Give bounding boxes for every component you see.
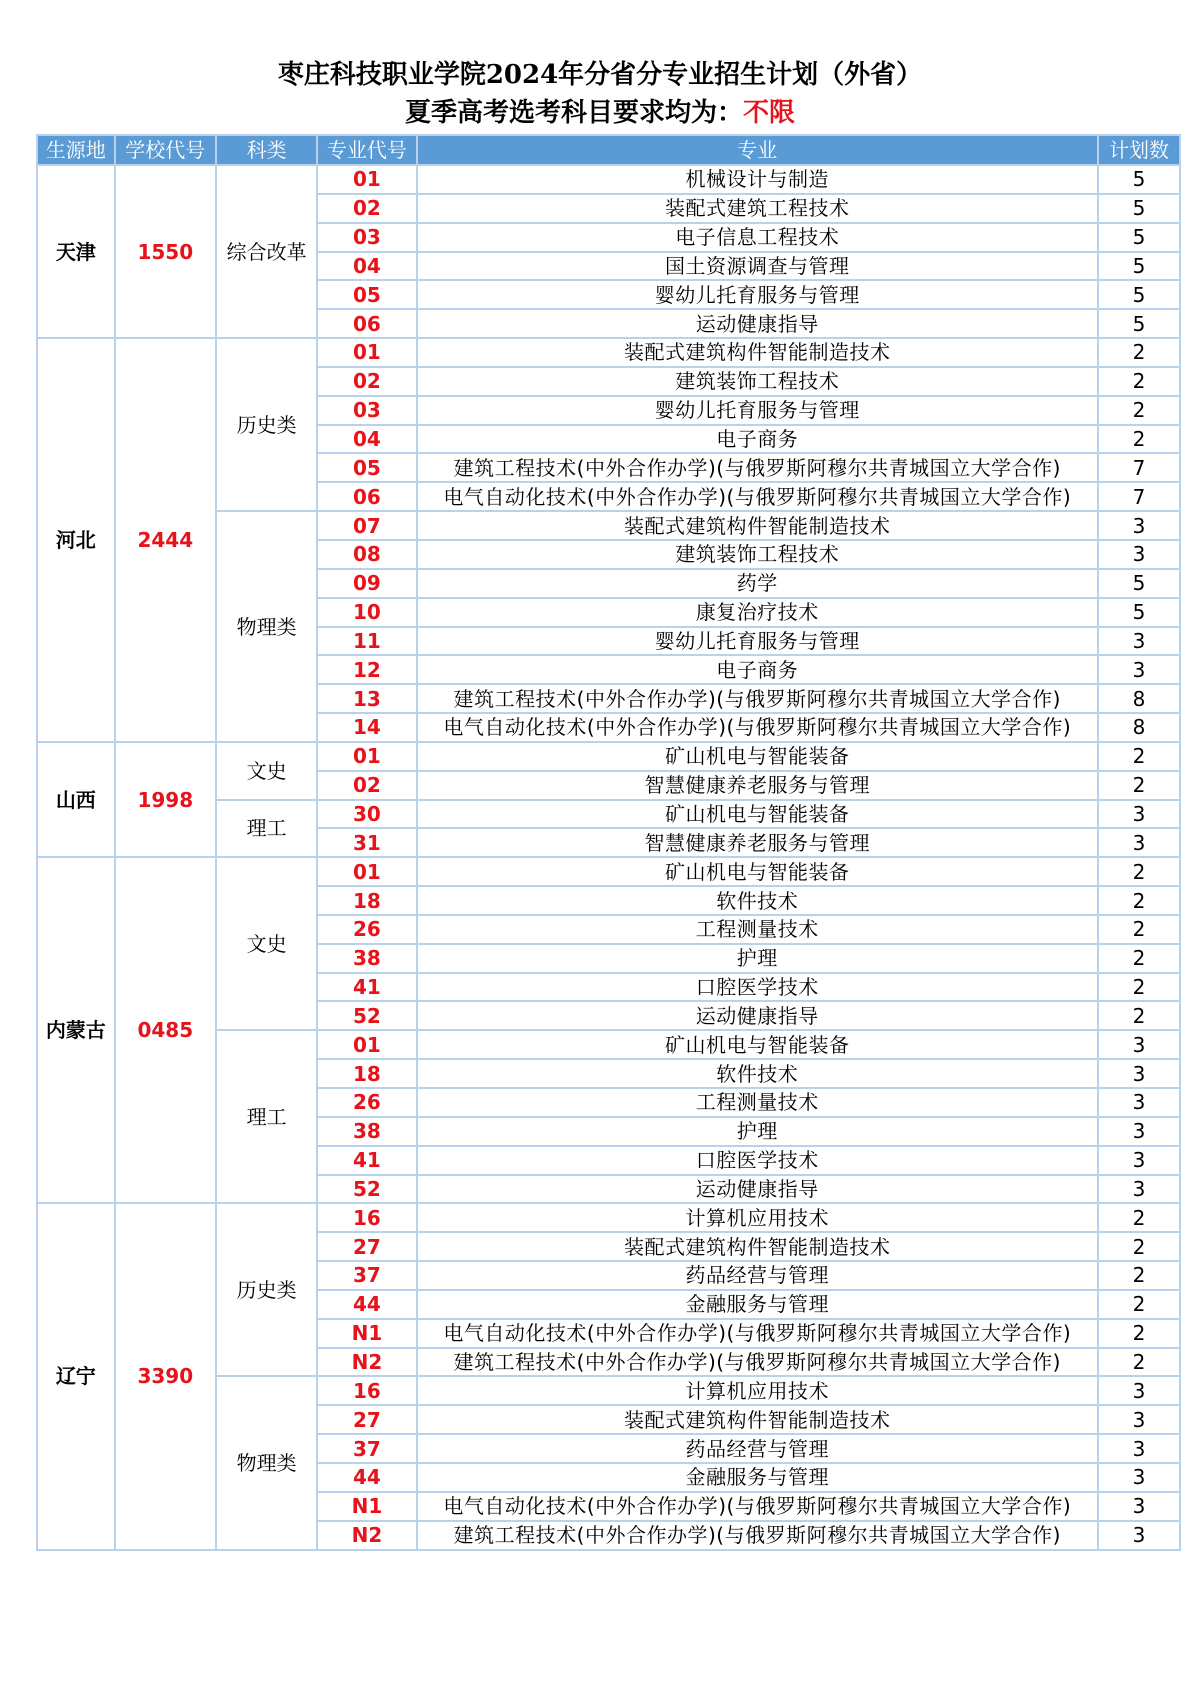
plan-count-cell: 2 (1098, 857, 1180, 886)
major-name-cell: 装配式建筑构件智能制造技术 (417, 338, 1098, 367)
plan-count-cell: 8 (1098, 713, 1180, 742)
province-cell: 辽宁 (37, 1203, 115, 1549)
major-code-cell: 04 (317, 425, 416, 454)
major-code-cell: 41 (317, 973, 416, 1002)
school-code-cell: 1998 (115, 742, 216, 857)
plan-count-cell: 3 (1098, 1492, 1180, 1521)
major-code-cell: 41 (317, 1146, 416, 1175)
major-name-cell: 建筑工程技术(中外合作办学)(与俄罗斯阿穆尔共青城国立大学合作) (417, 1521, 1098, 1550)
document-subtitle (0, 96, 1200, 130)
major-code-cell: 18 (317, 1059, 416, 1088)
major-code-cell: 03 (317, 223, 416, 252)
major-name-cell: 护理 (417, 1117, 1098, 1146)
category-cell: 理工 (216, 800, 317, 858)
major-code-cell: 01 (317, 742, 416, 771)
major-name-cell: 工程测量技术 (417, 915, 1098, 944)
major-name-cell: 运动健康指导 (417, 309, 1098, 338)
major-name-cell: 电气自动化技术(中外合作办学)(与俄罗斯阿穆尔共青城国立大学合作) (417, 1492, 1098, 1521)
major-code-cell: 04 (317, 252, 416, 281)
subtitle-prefix: 夏季高考选考科目要求均为： (404, 98, 743, 128)
major-name-cell: 电气自动化技术(中外合作办学)(与俄罗斯阿穆尔共青城国立大学合作) (417, 713, 1098, 742)
major-code-cell: N1 (317, 1492, 416, 1521)
plan-count-cell: 5 (1098, 223, 1180, 252)
major-name-cell: 计算机应用技术 (417, 1203, 1098, 1232)
plan-count-cell: 3 (1098, 1117, 1180, 1146)
subtitle-highlight: 不限 (743, 98, 796, 128)
category-cell: 文史 (216, 857, 317, 1030)
province-cell: 山西 (37, 742, 115, 857)
header-major-code: 专业代号 (317, 135, 416, 165)
major-name-cell: 工程测量技术 (417, 1088, 1098, 1117)
plan-count-cell: 2 (1098, 742, 1180, 771)
major-name-cell: 电气自动化技术(中外合作办学)(与俄罗斯阿穆尔共青城国立大学合作) (417, 482, 1098, 511)
major-code-cell: 06 (317, 482, 416, 511)
table-row (37, 165, 1180, 194)
major-code-cell: N2 (317, 1348, 416, 1377)
major-code-cell: 13 (317, 684, 416, 713)
major-name-cell: 软件技术 (417, 886, 1098, 915)
major-code-cell: 01 (317, 1030, 416, 1059)
major-name-cell: 电子商务 (417, 425, 1098, 454)
table-row (37, 1203, 1180, 1232)
plan-count-cell: 8 (1098, 684, 1180, 713)
major-code-cell: 01 (317, 857, 416, 886)
category-cell: 物理类 (216, 511, 317, 742)
major-name-cell: 口腔医学技术 (417, 1146, 1098, 1175)
major-code-cell: 31 (317, 828, 416, 857)
plan-count-cell: 3 (1098, 540, 1180, 569)
major-code-cell: 14 (317, 713, 416, 742)
plan-count-cell: 5 (1098, 252, 1180, 281)
plan-count-cell: 2 (1098, 396, 1180, 425)
plan-count-cell: 5 (1098, 569, 1180, 598)
plan-count-cell: 3 (1098, 1376, 1180, 1405)
major-code-cell: 16 (317, 1203, 416, 1232)
major-code-cell: 44 (317, 1463, 416, 1492)
major-name-cell: 矿山机电与智能装备 (417, 800, 1098, 829)
plan-count-cell: 3 (1098, 1434, 1180, 1463)
major-name-cell: 药学 (417, 569, 1098, 598)
plan-count-cell: 2 (1098, 973, 1180, 1002)
major-name-cell: 婴幼儿托育服务与管理 (417, 627, 1098, 656)
major-code-cell: 18 (317, 886, 416, 915)
plan-count-cell: 3 (1098, 1175, 1180, 1204)
major-code-cell: 26 (317, 915, 416, 944)
plan-count-cell: 2 (1098, 425, 1180, 454)
major-name-cell: 电子商务 (417, 655, 1098, 684)
plan-count-cell: 2 (1098, 1348, 1180, 1377)
school-code-cell: 1550 (115, 165, 216, 338)
header-province: 生源地 (37, 135, 115, 165)
province-cell: 天津 (37, 165, 115, 338)
plan-count-cell: 5 (1098, 598, 1180, 627)
major-code-cell: 11 (317, 627, 416, 656)
plan-count-cell: 3 (1098, 800, 1180, 829)
major-name-cell: 金融服务与管理 (417, 1463, 1098, 1492)
plan-count-cell: 3 (1098, 627, 1180, 656)
table-body (37, 165, 1180, 1550)
major-code-cell: 16 (317, 1376, 416, 1405)
plan-count-cell: 2 (1098, 338, 1180, 367)
major-name-cell: 建筑装饰工程技术 (417, 367, 1098, 396)
plan-count-cell: 2 (1098, 1319, 1180, 1348)
major-code-cell: 27 (317, 1405, 416, 1434)
major-code-cell: 01 (317, 165, 416, 194)
major-code-cell: 30 (317, 800, 416, 829)
category-cell: 文史 (216, 742, 317, 800)
major-name-cell: 软件技术 (417, 1059, 1098, 1088)
header-school-code: 学校代号 (115, 135, 216, 165)
major-code-cell: 05 (317, 280, 416, 309)
major-name-cell: 智慧健康养老服务与管理 (417, 771, 1098, 800)
major-name-cell: 机械设计与制造 (417, 165, 1098, 194)
category-cell: 理工 (216, 1030, 317, 1203)
category-cell: 物理类 (216, 1376, 317, 1549)
major-code-cell: 26 (317, 1088, 416, 1117)
major-code-cell: 52 (317, 1175, 416, 1204)
table-header-row (37, 135, 1180, 165)
major-code-cell: 02 (317, 367, 416, 396)
major-code-cell: 52 (317, 1001, 416, 1030)
major-name-cell: 计算机应用技术 (417, 1376, 1098, 1405)
major-name-cell: 口腔医学技术 (417, 973, 1098, 1002)
school-code-cell: 3390 (115, 1203, 216, 1549)
category-cell: 历史类 (216, 338, 317, 511)
major-name-cell: 建筑工程技术(中外合作办学)(与俄罗斯阿穆尔共青城国立大学合作) (417, 1348, 1098, 1377)
plan-count-cell: 2 (1098, 1290, 1180, 1319)
table-row (37, 338, 1180, 367)
plan-count-cell: 5 (1098, 194, 1180, 223)
major-code-cell: 02 (317, 194, 416, 223)
plan-count-cell: 2 (1098, 367, 1180, 396)
enrollment-plan-table (36, 134, 1181, 1551)
table-row (37, 742, 1180, 771)
major-name-cell: 矿山机电与智能装备 (417, 1030, 1098, 1059)
plan-count-cell: 2 (1098, 886, 1180, 915)
major-name-cell: 智慧健康养老服务与管理 (417, 828, 1098, 857)
major-code-cell: 07 (317, 511, 416, 540)
major-name-cell: 矿山机电与智能装备 (417, 857, 1098, 886)
major-name-cell: 装配式建筑构件智能制造技术 (417, 1405, 1098, 1434)
plan-count-cell: 3 (1098, 1521, 1180, 1550)
major-code-cell: 02 (317, 771, 416, 800)
header-category: 科类 (216, 135, 317, 165)
plan-count-cell: 3 (1098, 1405, 1180, 1434)
major-name-cell: 电子信息工程技术 (417, 223, 1098, 252)
major-name-cell: 装配式建筑构件智能制造技术 (417, 511, 1098, 540)
province-cell: 河北 (37, 338, 115, 742)
major-name-cell: 国土资源调查与管理 (417, 252, 1098, 281)
plan-count-cell: 2 (1098, 1232, 1180, 1261)
plan-count-cell: 3 (1098, 511, 1180, 540)
plan-count-cell: 2 (1098, 1203, 1180, 1232)
major-code-cell: 44 (317, 1290, 416, 1319)
plan-count-cell: 2 (1098, 771, 1180, 800)
major-name-cell: 婴幼儿托育服务与管理 (417, 280, 1098, 309)
major-name-cell: 装配式建筑工程技术 (417, 194, 1098, 223)
major-name-cell: 药品经营与管理 (417, 1261, 1098, 1290)
plan-count-cell: 2 (1098, 944, 1180, 973)
major-name-cell: 运动健康指导 (417, 1001, 1098, 1030)
province-cell: 内蒙古 (37, 857, 115, 1203)
major-code-cell: 08 (317, 540, 416, 569)
plan-count-cell: 2 (1098, 1261, 1180, 1290)
plan-count-cell: 5 (1098, 165, 1180, 194)
major-name-cell: 金融服务与管理 (417, 1290, 1098, 1319)
plan-count-cell: 7 (1098, 482, 1180, 511)
header-plan-count: 计划数 (1098, 135, 1180, 165)
major-code-cell: 06 (317, 309, 416, 338)
major-name-cell: 康复治疗技术 (417, 598, 1098, 627)
major-code-cell: 38 (317, 944, 416, 973)
major-name-cell: 运动健康指导 (417, 1175, 1098, 1204)
plan-count-cell: 5 (1098, 280, 1180, 309)
document-title: 枣庄科技职业学院2024年分省分专业招生计划（外省） (277, 60, 923, 90)
major-code-cell: 12 (317, 655, 416, 684)
major-code-cell: 37 (317, 1434, 416, 1463)
major-code-cell: N1 (317, 1319, 416, 1348)
major-name-cell: 建筑装饰工程技术 (417, 540, 1098, 569)
major-name-cell: 矿山机电与智能装备 (417, 742, 1098, 771)
major-code-cell: 05 (317, 453, 416, 482)
major-name-cell: 药品经营与管理 (417, 1434, 1098, 1463)
plan-count-cell: 5 (1098, 309, 1180, 338)
plan-count-cell: 2 (1098, 1001, 1180, 1030)
major-code-cell: 37 (317, 1261, 416, 1290)
school-code-cell: 0485 (115, 857, 216, 1203)
major-code-cell: 38 (317, 1117, 416, 1146)
major-name-cell: 装配式建筑构件智能制造技术 (417, 1232, 1098, 1261)
header-major: 专业 (417, 135, 1098, 165)
major-name-cell: 电气自动化技术(中外合作办学)(与俄罗斯阿穆尔共青城国立大学合作) (417, 1319, 1098, 1348)
major-code-cell: 10 (317, 598, 416, 627)
plan-count-cell: 3 (1098, 655, 1180, 684)
plan-count-cell: 7 (1098, 453, 1180, 482)
school-code-cell: 2444 (115, 338, 216, 742)
major-code-cell: 03 (317, 396, 416, 425)
major-name-cell: 婴幼儿托育服务与管理 (417, 396, 1098, 425)
major-code-cell: 01 (317, 338, 416, 367)
major-name-cell: 建筑工程技术(中外合作办学)(与俄罗斯阿穆尔共青城国立大学合作) (417, 684, 1098, 713)
plan-count-cell: 3 (1098, 1463, 1180, 1492)
plan-count-cell: 3 (1098, 1030, 1180, 1059)
major-name-cell: 护理 (417, 944, 1098, 973)
category-cell: 综合改革 (216, 165, 317, 338)
major-name-cell: 建筑工程技术(中外合作办学)(与俄罗斯阿穆尔共青城国立大学合作) (417, 453, 1098, 482)
category-cell: 历史类 (216, 1203, 317, 1376)
plan-count-cell: 3 (1098, 1059, 1180, 1088)
major-code-cell: N2 (317, 1521, 416, 1550)
major-code-cell: 27 (317, 1232, 416, 1261)
major-code-cell: 09 (317, 569, 416, 598)
plan-count-cell: 3 (1098, 1146, 1180, 1175)
plan-count-cell: 3 (1098, 828, 1180, 857)
table-row (37, 857, 1180, 886)
plan-count-cell: 3 (1098, 1088, 1180, 1117)
plan-count-cell: 2 (1098, 915, 1180, 944)
